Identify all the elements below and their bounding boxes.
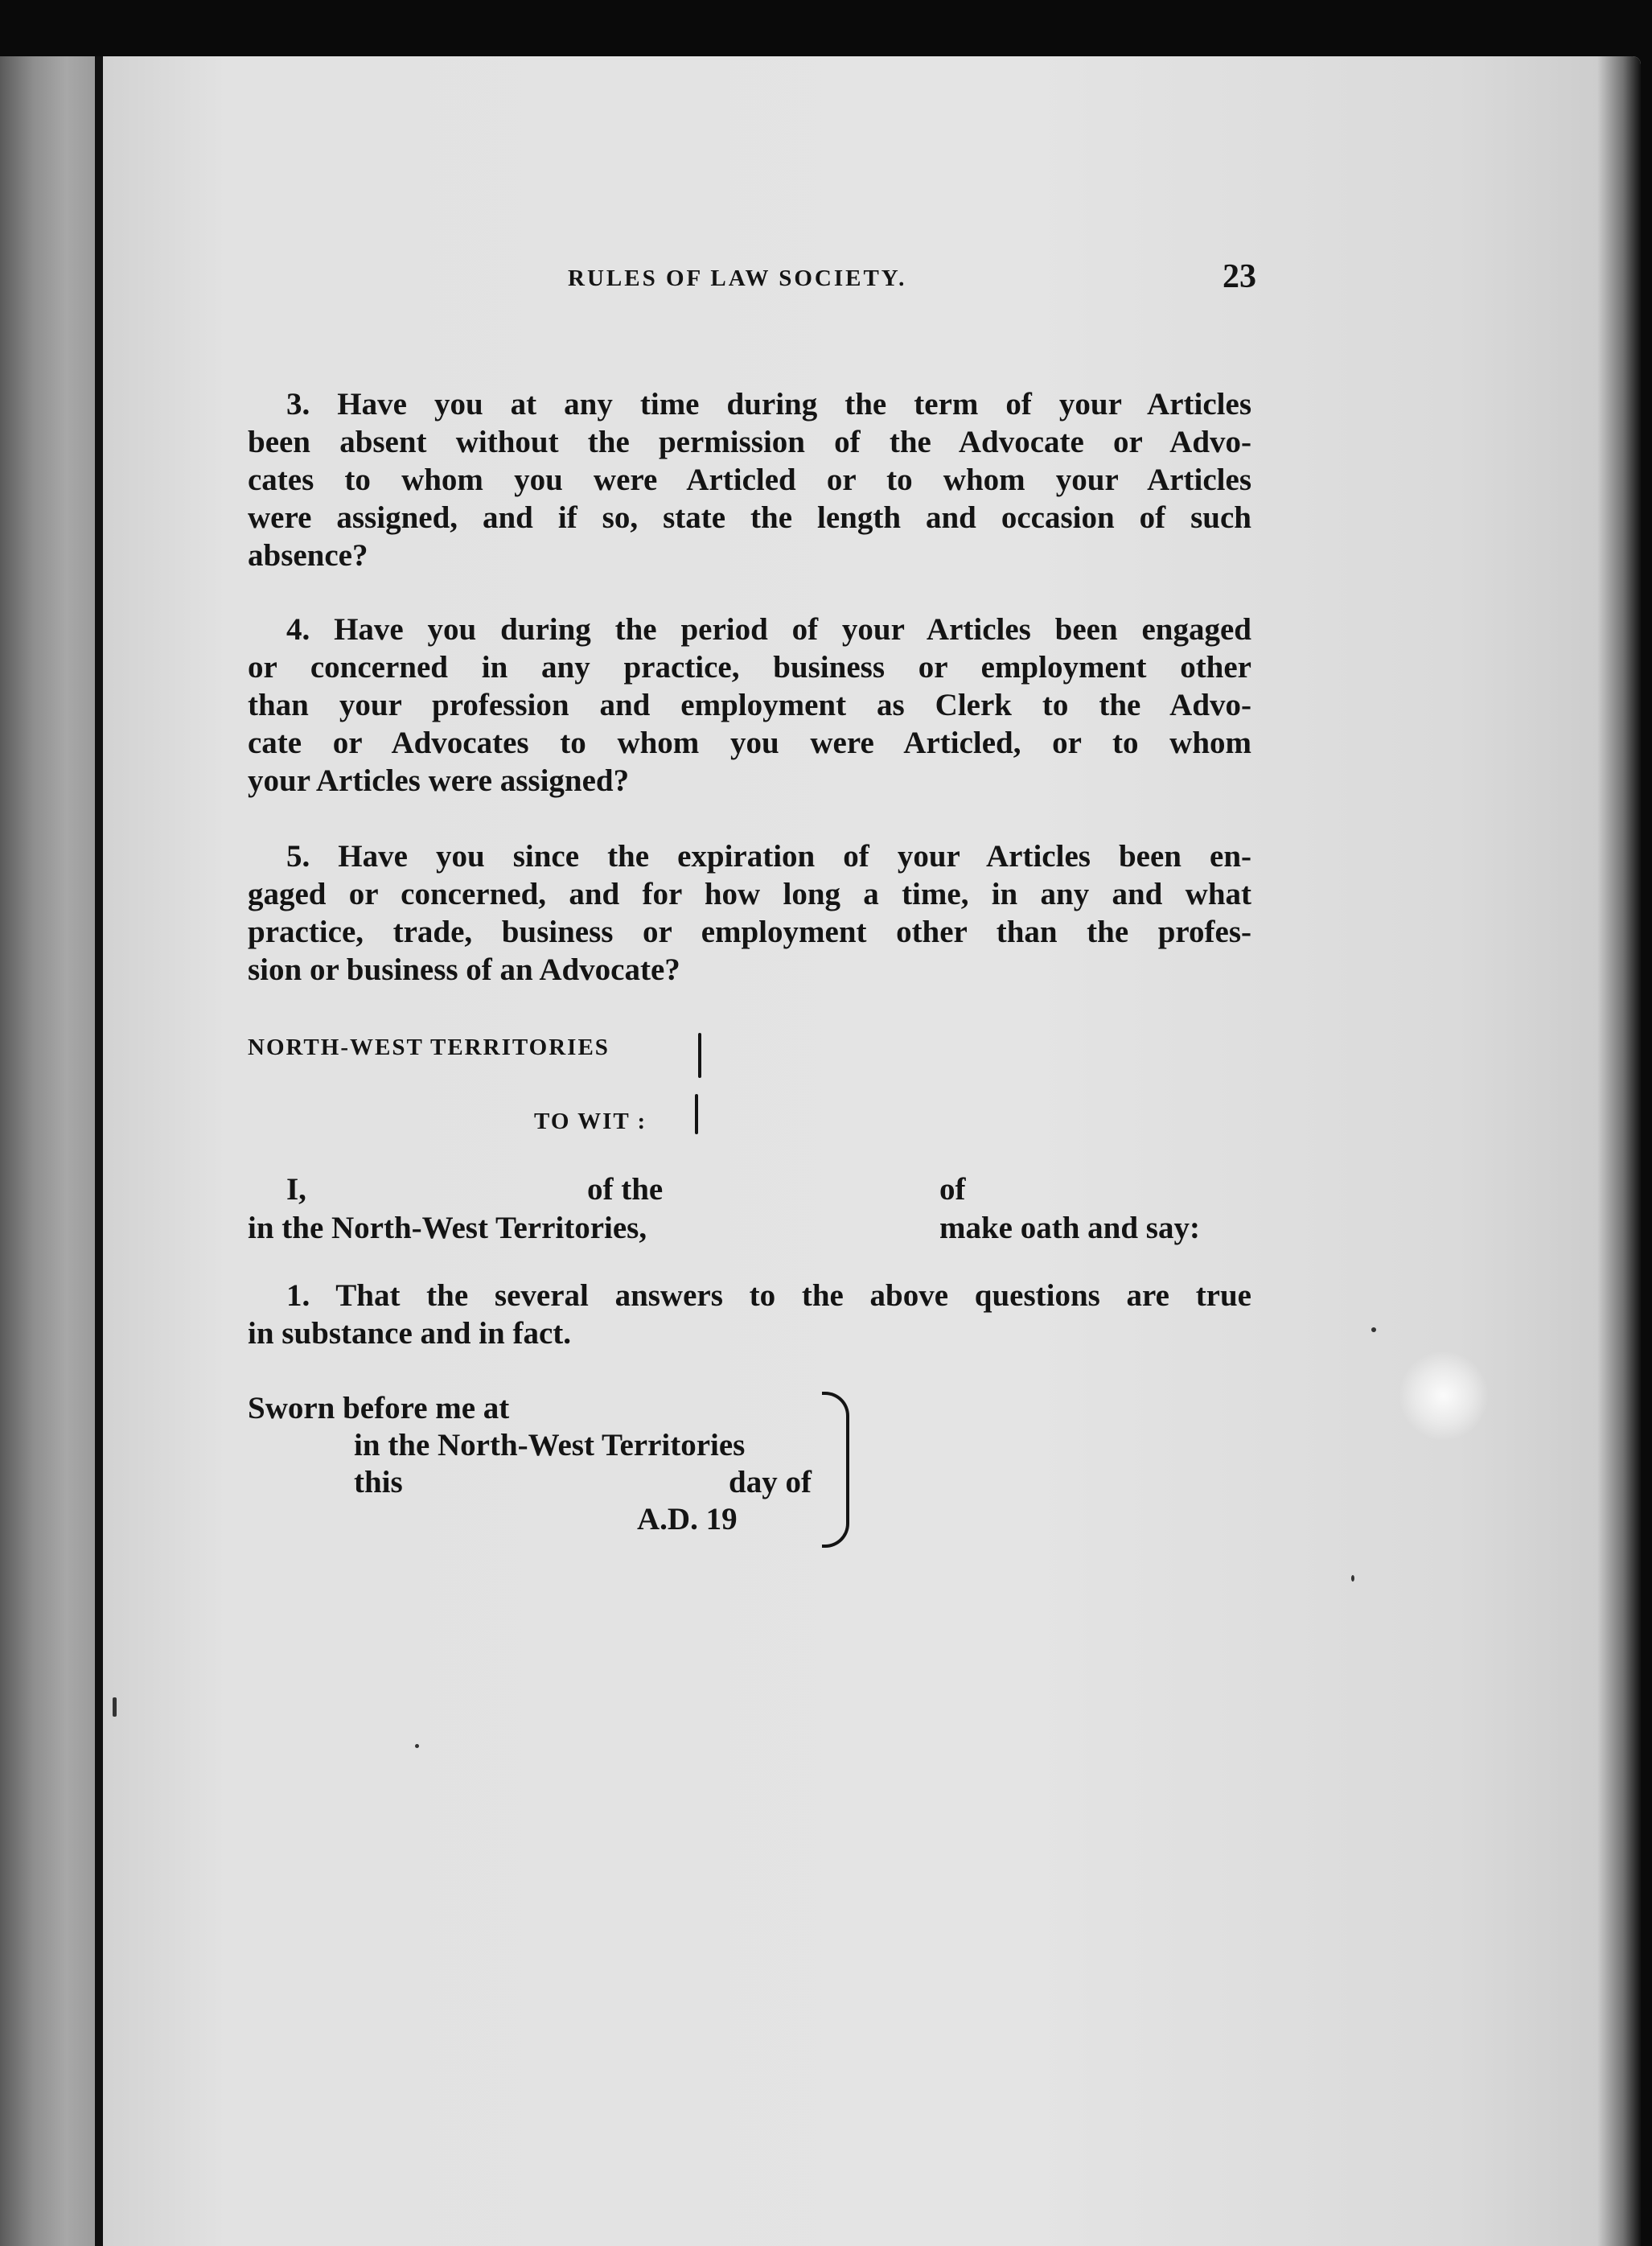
question-5-line-1: 5. Have you since the expiration of your Articles been en- [286,839,1251,874]
speck [415,1744,419,1748]
oath-of-the: of the [587,1172,664,1207]
question-3-line-5: absence? [248,538,368,573]
speck [113,1697,117,1717]
jurat-line-1: Sworn before me at [248,1391,510,1425]
jurat-line-3-left: this [354,1465,403,1499]
question-3-line-2: been absent without the permission of the Advocate or Advo- [248,425,1251,459]
question-5-line-2: gaged or concerned, and for how long a time, in any and what [248,877,1251,911]
page-right-edge-shadow [1597,56,1641,2246]
venue-brace-bottom [695,1094,698,1134]
speck [1371,1327,1376,1332]
oath-statement-line-1: 1. That the several answers to the above questions are true [286,1278,1251,1313]
question-4-line-2: or concerned in any practice, business or employment other [248,650,1251,685]
oath-i: I, [286,1172,306,1207]
question-3-line-4: were assigned, and if so, state the length and occasion of such [248,500,1251,535]
oath-make-oath: make oath and say: [939,1211,1200,1245]
jurat-brace [822,1392,849,1548]
jurat-line-4: A.D. 19 [637,1502,738,1536]
oath-in-nwt: in the North-West Territories, [248,1211,647,1245]
question-3-line-3: cates to whom you were Articled or to whom your Articles [248,463,1251,497]
venue-brace-top [698,1033,701,1078]
jurat-line-3-right: day of [729,1465,812,1499]
question-5-line-3: practice, trade, business or employment other than the profes- [248,915,1251,949]
facing-page-edge [0,56,95,2246]
question-3-line-1: 3. Have you at any time during the term of your Articles [286,387,1251,422]
scanned-page [0,56,1641,2246]
oath-of: of [939,1172,966,1207]
venue-to-wit: TO WIT : [534,1109,647,1134]
jurat-line-2: in the North-West Territories [354,1428,746,1462]
question-4-line-1: 4. Have you during the period of your Articles been engaged [286,612,1251,647]
speck [1351,1575,1354,1582]
page-number: 23 [1223,258,1256,295]
running-title: RULES OF LAW SOCIETY. [568,265,907,291]
question-4-line-3: than your profession and employment as Clerk to the Advo- [248,688,1251,722]
venue-territories: NORTH-WEST TERRITORIES [248,1035,610,1060]
page-surface [103,56,1641,2246]
question-4-line-5: your Articles were assigned? [248,763,630,798]
binding-gutter [95,56,103,2246]
question-4-line-4: cate or Advocates to whom you were Articled, or to whom [248,726,1251,760]
question-5-line-4: sion or business of an Advocate? [248,952,680,987]
oath-statement-line-2: in substance and in fact. [248,1316,571,1351]
scan-light-spot [1399,1351,1488,1440]
